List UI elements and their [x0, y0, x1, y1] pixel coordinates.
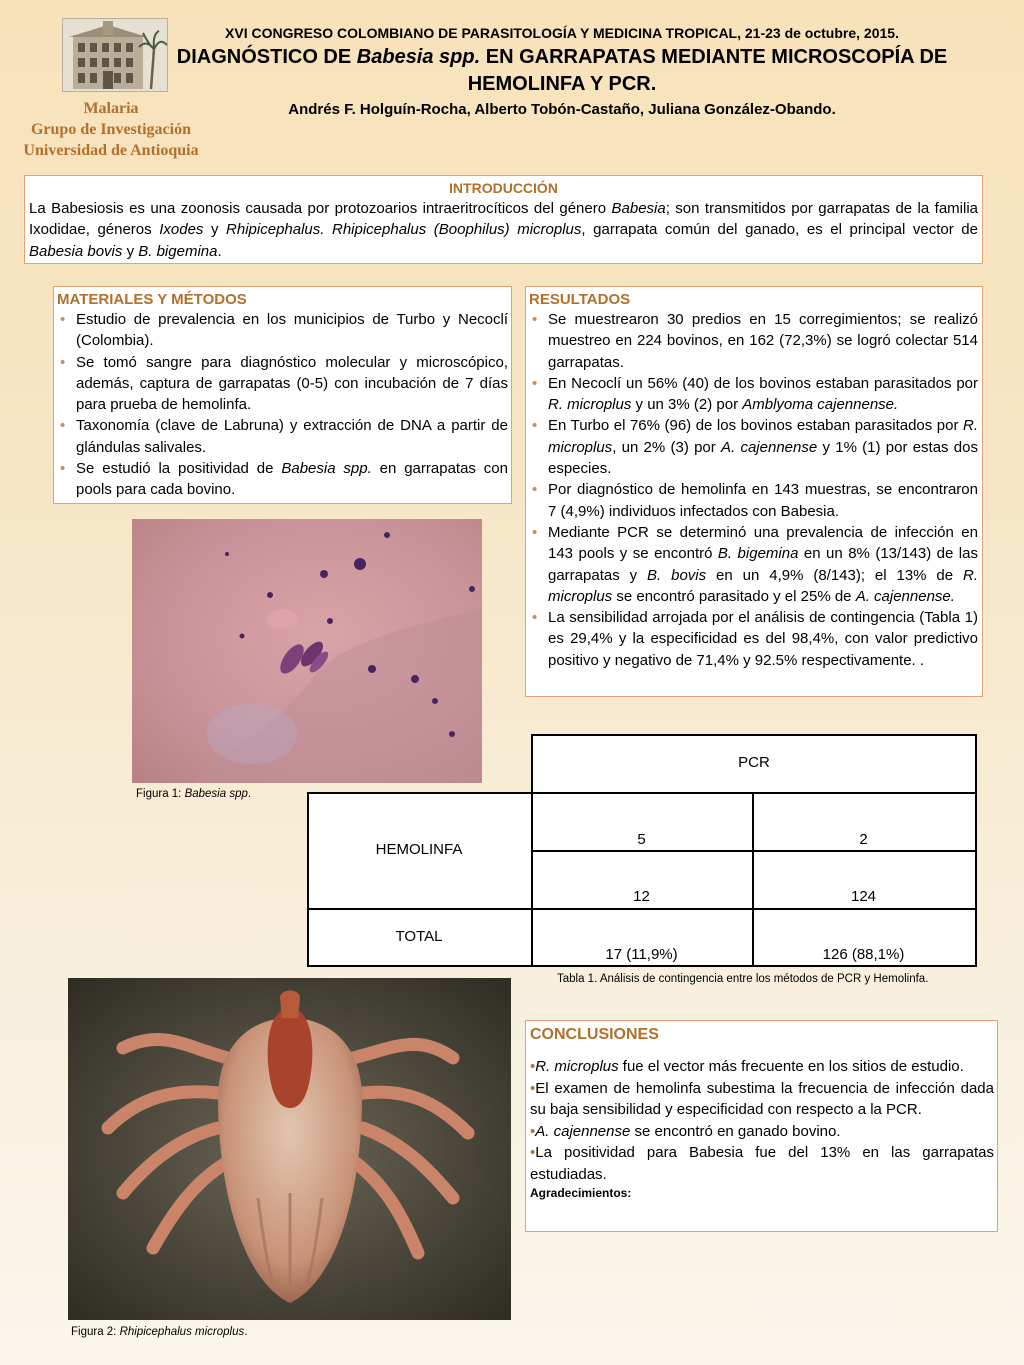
- conclusion-item: •El examen de hemolinfa subestima la frecuencia de infección dada su baja sensibilidad y especificidad con respecto a la PCR.: [530, 1079, 994, 1118]
- introduction-heading: INTRODUCCIÓN: [449, 180, 558, 196]
- figure-2-caption: Figura 2: Rhipicephalus microplus.: [71, 1326, 248, 1338]
- group-line-1: Malaria: [83, 100, 139, 117]
- authors: Andrés F. Holguín-Rocha, Alberto Tobón-Castaño, Juliana González-Obando.: [288, 101, 836, 118]
- figure-2-tick-photo: [68, 978, 511, 1320]
- title-part-1: DIAGNÓSTICO DE: [176, 46, 357, 68]
- acknowledgements-label: Agradecimientos:: [530, 1186, 632, 1200]
- conclusion-item: •A. cajennense se encontró en ganado bovino.: [530, 1122, 841, 1140]
- list-item: • En Turbo el 76% (96) de los bovinos estaban parasitados por R. microplus, un 2% (3) por A. cajennense y 1% (1) por estas dos especies.: [529, 415, 978, 479]
- conclusions-section: [525, 1020, 998, 1232]
- conclusion-item: •La positividad para Babesia fue del 13% en las garrapatas estudiadas.: [530, 1144, 994, 1183]
- table-row-header: HEMOLINFA: [375, 841, 463, 858]
- results-heading: RESULTADOS: [529, 291, 631, 308]
- list-item: • Por diagnóstico de hemolinfa en 143 muestras, se encontraron 7 (4,9%) individuos infectados con Babesia.: [529, 479, 978, 522]
- introduction-section: [24, 175, 983, 264]
- list-item: • Taxonomía (clave de Labruna) y extracción de DNA a partir de glándulas salivales.: [57, 415, 508, 458]
- list-item: • Se estudió la positividad de Babesia spp. en garrapatas con pools para cada bovino.: [57, 458, 508, 501]
- conclusions-heading: CONCLUSIONES: [530, 1026, 659, 1043]
- table-col-header: PCR: [738, 754, 770, 771]
- list-item: • Estudio de prevalencia en los municipios de Turbo y Necoclí (Colombia).: [57, 309, 508, 352]
- group-line-2: Grupo de Investigación: [30, 121, 191, 138]
- university-logo: [62, 18, 168, 92]
- list-item: • Se tomó sangre para diagnóstico molecular y microscópico, además, captura de garrapatas (0-5) con incubación de 7 días para prueba de hemolinfa.: [57, 352, 508, 416]
- table-cell: 12: [633, 888, 650, 905]
- methods-list: [57, 309, 508, 501]
- figure-1-caption: Figura 1: Babesia spp.: [136, 788, 252, 800]
- list-item: • En Necoclí un 56% (40) de los bovinos estaban parasitados por R. microplus y un 3% (2) por Amblyoma cajennense.: [529, 373, 978, 416]
- introduction-text: La Babesiosis es una zoonosis causada por protozoarios intraeritrocíticos del género Babesia; son transmitidos por garrapatas de la familia Ixodidae, géneros Ixodes y Rhipicephalus. Rhipicephalus (Boophilus) microplus, garrapata común del ganado, es el principal vector de Babesia bovis y B. bigemina.: [29, 200, 978, 260]
- conclusion-item: •R. microplus fue el vector más frecuente en los sitios de estudio.: [530, 1058, 964, 1075]
- conference-name: XVI CONGRESO COLOMBIANO DE PARASITOLOGÍA Y MEDICINA TROPICAL, 21-23 de octubre, 2015.: [225, 25, 899, 41]
- table-total-cell: 17 (11,9%): [605, 946, 678, 963]
- tick-image: [68, 978, 511, 1320]
- title-italic: Babesia spp.: [356, 46, 481, 68]
- poster-title: [172, 44, 952, 98]
- table-total-label: TOTAL: [395, 928, 443, 945]
- group-line-3: Universidad de Antioquia: [23, 142, 199, 159]
- poster-header: [172, 24, 952, 120]
- results-section: [525, 286, 983, 697]
- contingency-table: [307, 734, 977, 967]
- list-item: • La sensibilidad arrojada por el análisis de contingencia (Tabla 1) es 29,4% y la especificidad es del 98,4%, con valor predictivo positivo y negativo de 71,4% y 92.5% respectivamente. .: [529, 607, 978, 671]
- building-icon: [63, 19, 168, 92]
- title-part-2: EN GARRAPATAS MEDIANTE MICROSCOPÍA DE HEMOLINFA Y PCR.: [467, 46, 948, 95]
- methods-heading: MATERIALES Y MÉTODOS: [57, 291, 247, 308]
- list-item: • Se muestrearon 30 predios en 15 corregimientos; se realizó muestreo en 224 bovinos, en 162 (72,3%) se logró colectar 514 garrapatas.: [529, 309, 978, 373]
- table-cell: 124: [850, 888, 877, 905]
- table-total-cell: 126 (88,1%): [822, 946, 905, 963]
- methods-section: [53, 286, 512, 504]
- list-item: • Mediante PCR se determinó una prevalencia de infección en 143 pools y se encontró B. bigemina en un 8% (13/143) de las garrapatas y B. bovis en un 4,9% (8/143); el 13% de R. microplus se encontró parasitado y el 25% de A. cajennense.: [529, 522, 978, 607]
- results-list: [529, 309, 978, 671]
- table-cell: 5: [637, 831, 646, 848]
- table-cell: 2: [859, 831, 868, 848]
- table-caption: Tabla 1. Análisis de contingencia entre los métodos de PCR y Hemolinfa.: [557, 973, 929, 985]
